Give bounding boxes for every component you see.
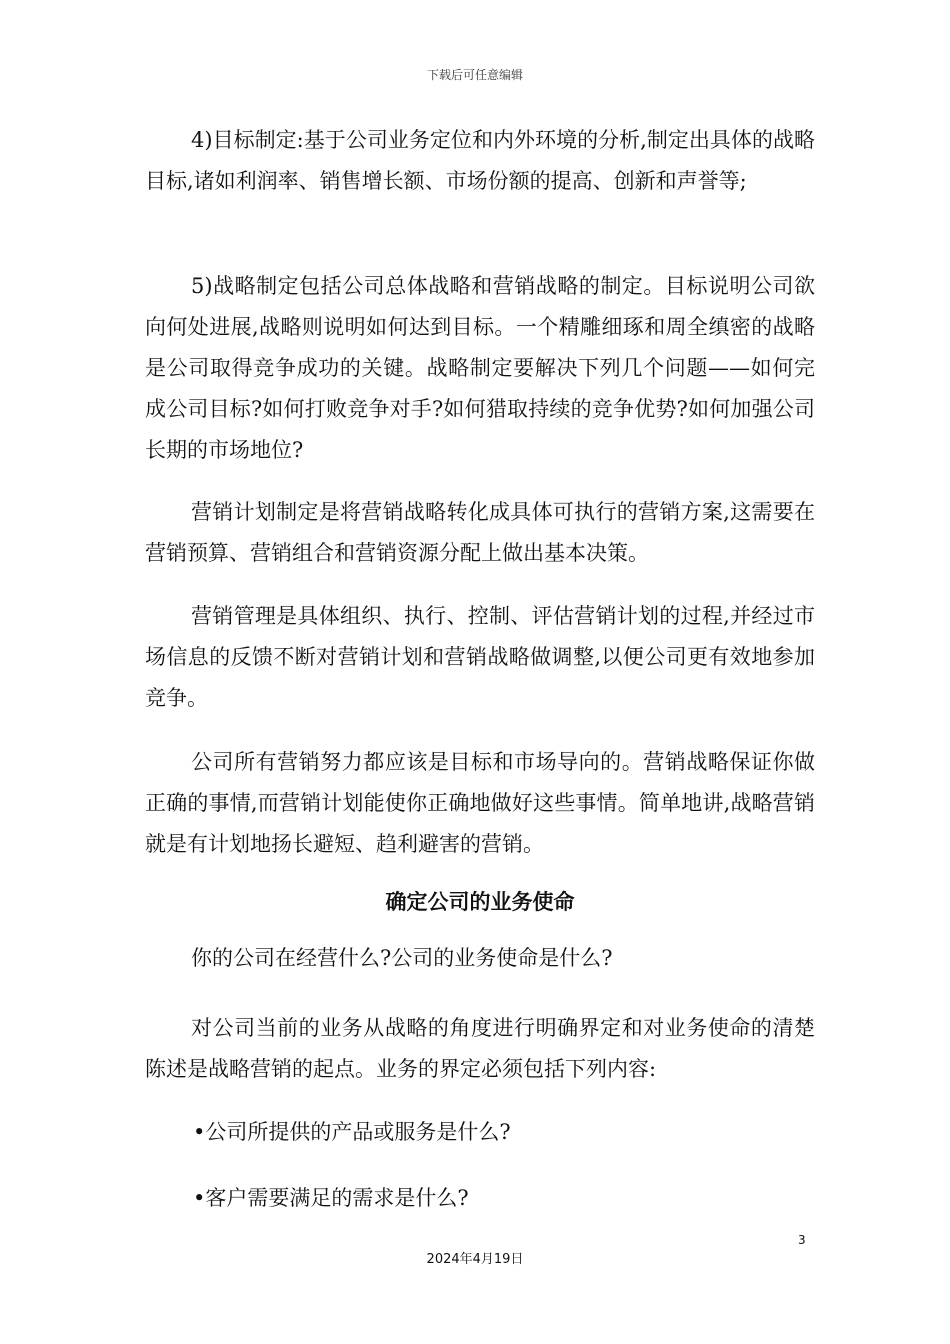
page-number: 3 (798, 1233, 806, 1247)
paragraph-strategy-formulation: 5)战略制定包括公司总体战略和营销战略的制定。目标说明公司欲向何处进展,战略则说明如何达到目标。一个精雕细琢和周全缜密的战略是公司取得竞争成功的关键。战略制定要解决下列几个问题——如何完成公司目标?如何打败竞争对手?如何猎取持续的竞争优势?如何加强公司长期的市场地位? (145, 274, 815, 462)
paragraph-marketing-management: 营销管理是具体组织、执行、控制、评估营销计划的过程,并经过市场信息的反馈不断对营销计划和营销战略做调整,以便公司更有效地参加竞争。 (145, 604, 815, 710)
page-footer-date: 2024年4月19日 (426, 1252, 524, 1267)
paragraph-marketing-plan: 营销计划制定是将营销战略转化成具体可执行的营销方案,这需要在营销预算、营销组合和营销资源分配上做出基本决策。 (145, 500, 815, 565)
paragraph-business-definition: 对公司当前的业务从战略的角度进行明确界定和对业务使命的清楚陈述是战略营销的起点。业务的界定必须包括下列内容: (145, 1016, 815, 1081)
page-header: 下载后可任意编辑 (426, 68, 523, 82)
paragraph-business-question: 你的公司在经营什么?公司的业务使命是什么? (191, 946, 613, 970)
paragraph-goal-setting: 4)目标制定:基于公司业务定位和内外环境的分析,制定出具体的战略目标,诸如利润率、销售增长额、市场份额的提高、创新和声誉等; (145, 128, 815, 193)
list-item: •公司所提供的产品或服务是什么? (193, 1120, 511, 1144)
section-heading: 确定公司的业务使命 (385, 890, 575, 914)
paragraph-marketing-orientation: 公司所有营销努力都应该是目标和市场导向的。营销战略保证你做正确的事情,而营销计划能使你正确地做好这些事情。简单地讲,战略营销就是有计划地扬长避短、趋利避害的营销。 (145, 750, 815, 856)
list-item: •客户需要满足的需求是什么? (193, 1186, 469, 1210)
